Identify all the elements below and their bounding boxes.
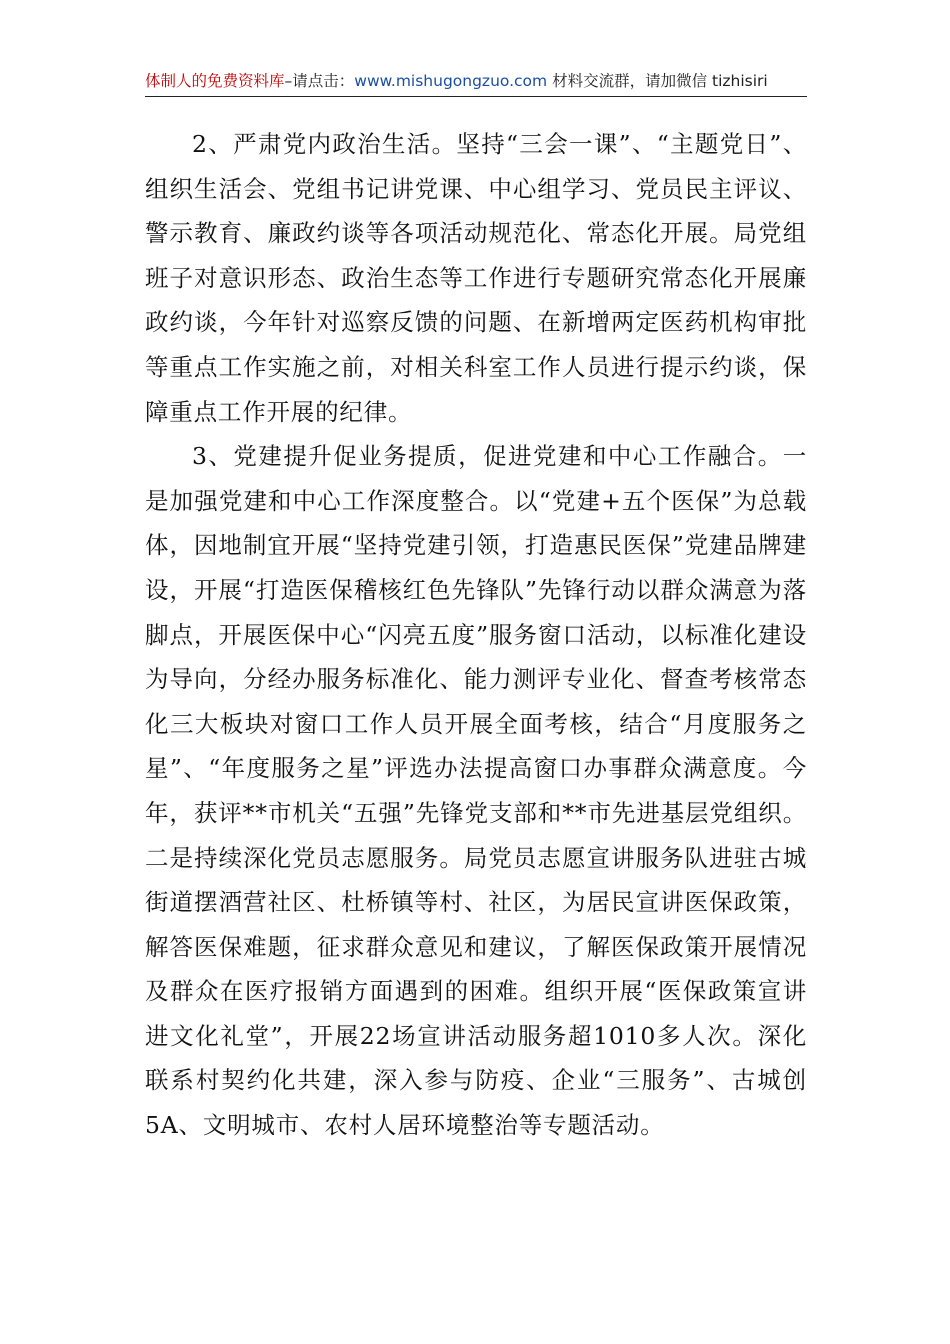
header-contact: 材料交流群，请加微信 tizhisiri xyxy=(547,72,768,90)
header-prompt: –请点击： xyxy=(284,72,355,90)
header-url-link[interactable]: www.mishugongzuo.com xyxy=(354,72,548,90)
paragraph-3: 3、党建提升促业务提质，促进党建和中心工作融合。一是加强党建和中心工作深度整合。以“党建+五个医保”为总载体，因地制宜开展“坚持党建引领，打造惠民医保”党建品牌建设，开展“打造医保稽核红色先锋队”先锋行动以群众满意为落脚点，开展医保中心“闪亮五度”服务窗口活动，以标准化建设为导向，分经办服务标准化、能力测评专业化、督查考核常态化三大板块对窗口工作人员开展全面考核，结合“月度服务之星”、“年度服务之星”评选办法提高窗口办事群众满意度。今年，获评**市机关“五强”先锋党支部和**市先进基层党组织。二是持续深化党员志愿服务。局党员志愿宣讲服务队进驻古城街道摆酒营社区、杜桥镇等村、社区，为居民宣讲医保政策，解答医保难题，征求群众意见和建议，了解医保政策开展情况及群众在医疗报销方面遇到的困难。组织开展“医保政策宣讲进文化礼堂”，开展22场宣讲活动服务超1010多人次。深化联系村契约化共建，深入参与防疫、企业“三服务”、古城创5A、文明城市、农村人居环境整治等专题活动。 xyxy=(145,442,807,1140)
document-body xyxy=(145,122,807,1148)
page-header xyxy=(145,66,807,97)
paragraph-2: 2、严肃党内政治生活。坚持“三会一课”、“主题党日”、组织生活会、党组书记讲党课、中心组学习、党员民主评议、警示教育、廉政约谈等各项活动规范化、常态化开展。局党组班子对意识形态、政治生态等工作进行专题研究常态化开展廉政约谈，今年针对巡察反馈的问题、在新增两定医药机构审批等重点工作实施之前，对相关科室工作人员进行提示约谈，保障重点工作开展的纪律。 xyxy=(145,130,807,426)
header-brand: 体制人的免费资料库 xyxy=(145,72,285,90)
